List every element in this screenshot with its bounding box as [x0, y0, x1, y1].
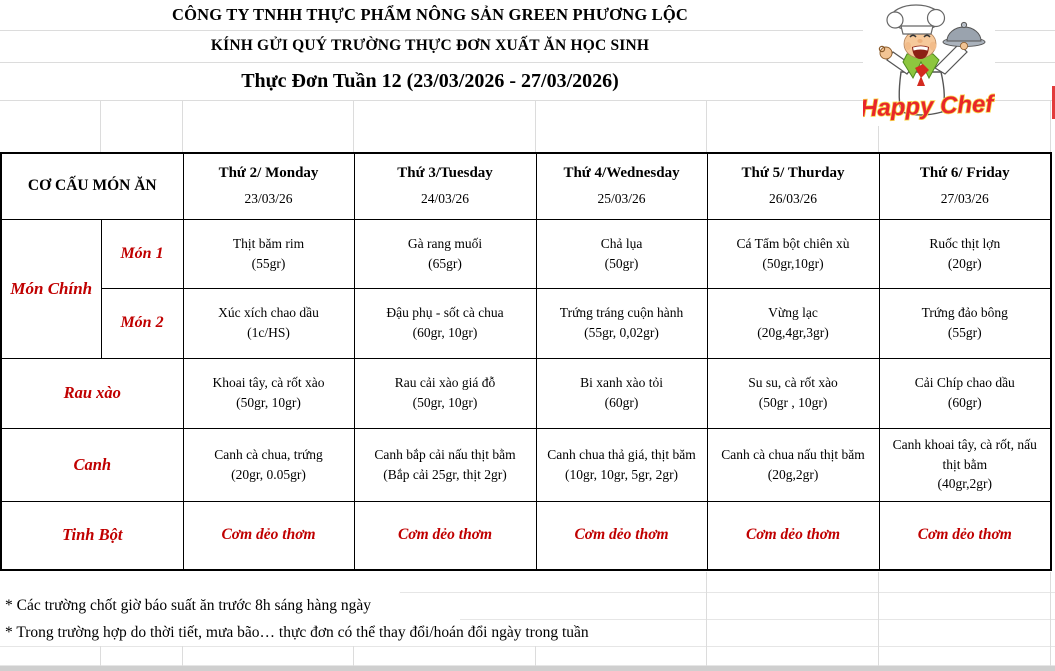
gridline: [100, 100, 101, 152]
menu-cell: Canh bắp cải nấu thịt bằm (Bắp cải 25gr, thịt 2gr): [354, 428, 536, 501]
gridline: [353, 646, 354, 666]
menu-cell: Su su, cà rốt xào (50gr , 10gr): [707, 358, 879, 428]
gridline: [0, 646, 1055, 647]
menu-cell: Canh chua thả giá, thịt băm (10gr, 10gr, 5gr, 2gr): [536, 428, 707, 501]
menu-cell: Khoai tây, cà rốt xào (50gr, 10gr): [183, 358, 354, 428]
menu-cell: Vừng lạc (20g,4gr,3gr): [707, 288, 879, 358]
bottom-edge-strip: [0, 666, 1055, 671]
row-label-tinh-bot: Tinh Bột: [1, 501, 183, 570]
day-header-monday: [183, 153, 354, 219]
menu-cell: Xúc xích chao dầu (1c/HS): [183, 288, 354, 358]
week-menu-title: Thực Đơn Tuần 12 (23/03/2026 - 27/03/2026): [241, 70, 619, 92]
menu-cell: Cơm dẻo thơm: [354, 501, 536, 570]
group-label-mon-chinh: Món Chính: [1, 219, 101, 358]
menu-cell: Đậu phụ - sốt cà chua (60gr, 10gr): [354, 288, 536, 358]
menu-cell: Canh khoai tây, cà rốt, nấu thịt bằm (40gr,2gr): [879, 428, 1051, 501]
company-title: CÔNG TY TNHH THỰC PHẨM NÔNG SẢN GREEN PHƯƠNG LỘC: [171, 5, 689, 24]
corner-header: CƠ CẤU MÓN ĂN: [1, 153, 183, 219]
menu-cell: Trứng đảo bông (55gr): [879, 288, 1051, 358]
menu-table: [0, 152, 1052, 571]
menu-cell: Chả lụa (50gr): [536, 219, 707, 288]
greeting-title: KÍNH GỬI QUÝ TRƯỜNG THỰC ĐƠN XUẤT ĂN HỌC SINH: [210, 37, 650, 54]
row-mon-2: [1, 288, 1051, 358]
chef-cartoon-icon: [863, 2, 995, 126]
day-date: 27/03/26: [940, 191, 989, 207]
day-date: 26/03/26: [769, 191, 818, 207]
day-label: Thứ 5/ Thurday: [741, 165, 845, 182]
menu-cell: Cơm dẻo thơm: [707, 501, 879, 570]
row-tinh-bot: [1, 501, 1051, 570]
gridline: [182, 100, 183, 152]
gridline: [878, 572, 879, 666]
logo-brand-text: Happy Chef: [863, 90, 994, 123]
menu-cell: Canh cà chua, trứng (20gr, 0.05gr): [183, 428, 354, 501]
note-weather-change: * Trong trường hợp do thời tiết, mưa bão… thực đơn có thể thay đổi/hoán đổi ngày trong tuần: [5, 624, 589, 641]
menu-cell: Bi xanh xào tỏi (60gr): [536, 358, 707, 428]
gridline: [535, 100, 536, 152]
header-row: [1, 153, 1051, 219]
row-label-canh: Canh: [1, 428, 183, 501]
gridline: [706, 100, 707, 152]
happy-chef-logo: [863, 2, 995, 126]
day-date: 24/03/26: [421, 191, 470, 207]
menu-cell: Cải Chíp chao dầu (60gr): [879, 358, 1051, 428]
row-rau-xao: [1, 358, 1051, 428]
row-mon-1: [1, 219, 1051, 288]
menu-cell: Canh cà chua nấu thịt băm (20g,2gr): [707, 428, 879, 501]
menu-cell: Trứng tráng cuộn hành (55gr, 0,02gr): [536, 288, 707, 358]
menu-cell: Cơm dẻo thơm: [183, 501, 354, 570]
gridline: [535, 646, 536, 666]
row-label-mon-2: Món 2: [101, 288, 183, 358]
row-label-rau-xao: Rau xào: [1, 358, 183, 428]
menu-cell: Cá Tẩm bột chiên xù (50gr,10gr): [707, 219, 879, 288]
gridline: [353, 100, 354, 152]
menu-cell: Gà rang muối (65gr): [354, 219, 536, 288]
day-label: Thứ 4/Wednesday: [563, 165, 680, 182]
day-label: Thứ 2/ Monday: [218, 165, 319, 182]
row-label-mon-1: Món 1: [101, 219, 183, 288]
row-canh: [1, 428, 1051, 501]
menu-cell: Thịt băm rim (55gr): [183, 219, 354, 288]
menu-cell: Cơm dẻo thơm: [536, 501, 707, 570]
day-header-tuesday: [354, 153, 536, 219]
menu-cell: Rau cải xào giá đỗ (50gr, 10gr): [354, 358, 536, 428]
gridline: [182, 646, 183, 666]
menu-cell: Ruốc thịt lợn (20gr): [879, 219, 1051, 288]
day-header-thursday: [707, 153, 879, 219]
day-date: 23/03/26: [244, 191, 293, 207]
day-header-friday: [879, 153, 1051, 219]
day-label: Thứ 3/Tuesday: [397, 165, 493, 182]
day-header-wednesday: [536, 153, 707, 219]
gridline: [1050, 572, 1051, 666]
gridline: [100, 646, 101, 666]
day-label: Thứ 6/ Friday: [919, 165, 1010, 182]
note-order-deadline: * Các trường chốt giờ báo suất ăn trước 8h sáng hàng ngày: [5, 597, 371, 614]
day-date: 25/03/26: [597, 191, 646, 207]
gridline: [1050, 100, 1051, 152]
menu-cell: Cơm dẻo thơm: [879, 501, 1051, 570]
